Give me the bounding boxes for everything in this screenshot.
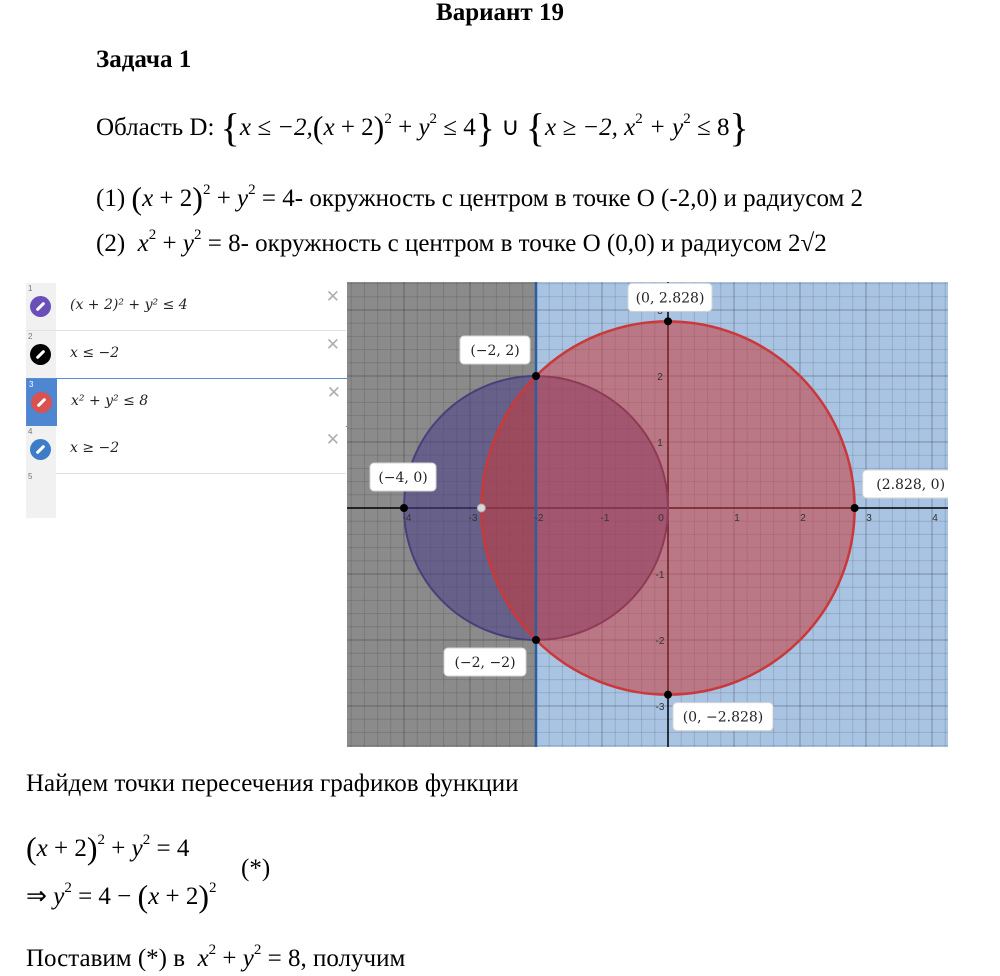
union-sign: ∪ <box>501 114 520 141</box>
y-tick-label: 2 <box>657 372 663 383</box>
star-marker: (*) <box>241 855 271 882</box>
expression-row-3[interactable]: 3 x² + y² ≤ 8 ✕ <box>26 378 348 427</box>
x-tick-label: 1 <box>734 513 740 524</box>
point-marker <box>400 504 408 512</box>
point-marker <box>532 372 540 380</box>
point-marker <box>532 636 540 644</box>
x-tick-label: -2 <box>534 513 544 524</box>
substitution-line: Поставим (*) в $x^2 + y^2 = 8$, получим <box>26 942 406 972</box>
x-tick-label: 4 <box>932 513 938 524</box>
equation-1-desc: - окружность с центром в точке О (-2,0) и радиусом 2 <box>294 185 864 212</box>
region-label: Область D: <box>96 114 215 141</box>
delete-icon[interactable]: ✕ <box>325 335 340 355</box>
color-toggle-icon[interactable] <box>30 296 51 317</box>
color-toggle-icon[interactable] <box>30 344 51 365</box>
equation-2: (2) $x^2 + y^2 = 8-$ окружность с центром в точке О (0,0) и радиусом 2√2 <box>96 227 827 257</box>
point-label: (0, 2.828) <box>635 290 705 307</box>
region-part1: x ≤ −2, <box>239 114 313 141</box>
delete-icon[interactable]: ✕ <box>326 383 341 403</box>
task-heading: Задача 1 <box>96 46 192 73</box>
expression-row-1[interactable]: 1 (x + 2)² + y² ≤ 4 ✕ <box>26 283 346 331</box>
equation-4: ⇒ $y^2 = 4 - (x + 2)^2$ <box>26 878 217 914</box>
region-definition: Область D: $\{x \le -2,(x + 2)^2 + y^2 \le 4\}$ ∪ {x ≥ −2, $x^2 + y^2 \le 8$} <box>96 105 749 150</box>
y-tick-label: 1 <box>657 438 663 449</box>
expression-text[interactable]: x² + y² ≤ 8 <box>71 393 149 409</box>
x-tick-label: 3 <box>866 513 872 524</box>
expression-list <box>26 283 348 518</box>
point-label: (0, −2.828) <box>682 709 764 726</box>
color-toggle-icon[interactable] <box>31 392 52 413</box>
point-label: (−2, −2) <box>454 655 516 671</box>
equation-1: (1) $(x + 2)^2 + y^2 = 4-$ окружность с центром в точке О (-2,0) и радиусом 2 <box>96 180 864 216</box>
empty-expression-row[interactable]: 5 <box>26 471 56 518</box>
expression-text[interactable]: (x + 2)² + y² ≤ 4 <box>70 297 188 313</box>
equation-3: $(x + 2)^2 + y^2 = 4$ <box>26 830 190 866</box>
x-tick-label: 2 <box>800 513 806 524</box>
radius-value: 2√2 <box>788 230 827 257</box>
point-marker <box>851 504 859 512</box>
variant-title: Вариант 19 <box>436 0 564 26</box>
point-label: (−4, 0) <box>378 470 428 486</box>
y-tick-label: -1 <box>655 570 665 581</box>
point-label: (2.828, 0) <box>876 477 946 493</box>
point-marker <box>664 317 672 325</box>
y-tick-label: -2 <box>655 636 665 647</box>
point-label: (−2, 2) <box>470 343 520 359</box>
color-toggle-icon[interactable] <box>30 439 51 460</box>
graph-canvas[interactable] <box>347 282 948 747</box>
expression-text[interactable]: x ≤ −2 <box>70 345 120 361</box>
expression-row-4[interactable]: 4 x ≥ −2 ✕ <box>26 426 346 474</box>
x-tick-label: -3 <box>468 513 478 524</box>
intersection-marker <box>477 504 485 512</box>
y-tick-label: -3 <box>655 702 665 713</box>
intersection-heading: Найдем точки пересечения графиков функции <box>26 770 519 797</box>
delete-icon[interactable]: ✕ <box>325 287 340 307</box>
equation-2-desc: - окружность с центром в точке О (0,0) и радиусом <box>240 230 782 257</box>
delete-icon[interactable]: ✕ <box>325 430 340 450</box>
x-tick-label: -4 <box>402 513 412 524</box>
origin-label: 0 <box>658 513 664 524</box>
point-marker <box>664 691 672 699</box>
region-part2: x ≥ −2, x <box>545 114 636 141</box>
x-tick-label: -1 <box>600 513 610 524</box>
expression-text[interactable]: x ≥ −2 <box>70 440 120 456</box>
expression-row-2[interactable]: 2 x ≤ −2 ✕ <box>26 331 346 379</box>
